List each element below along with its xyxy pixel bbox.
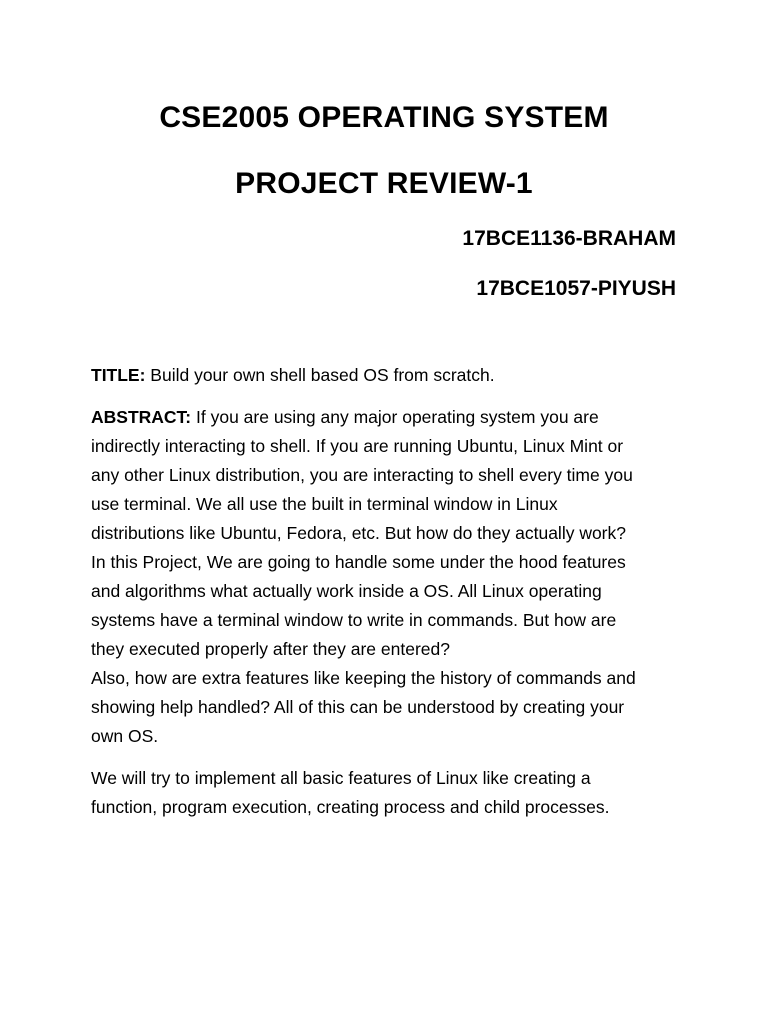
title-paragraph: [91, 361, 691, 390]
abstract-line: own OS.: [91, 726, 159, 746]
abstract-first-line-text: If you are using any major operating system you are: [191, 407, 599, 427]
goal-paragraph: [91, 764, 691, 822]
abstract-line: any other Linux distribution, you are interacting to shell every time you: [91, 465, 633, 485]
abstract-line: indirectly interacting to shell. If you are running Ubuntu, Linux Mint or: [91, 436, 624, 456]
title-text: Build your own shell based OS from scratch.: [145, 365, 495, 385]
abstract-line: distributions like Ubuntu, Fedora, etc. But how do they actually work?: [91, 523, 626, 543]
author-1: 17BCE1136-BRAHAM: [462, 227, 676, 250]
abstract-line: Also, how are extra features like keeping the history of commands and: [91, 668, 636, 688]
document-title-line-1: CSE2005 OPERATING SYSTEM: [159, 101, 609, 134]
abstract-line: they executed properly after they are entered?: [91, 639, 450, 659]
abstract-line: In this Project, We are going to handle some under the hood features: [91, 552, 626, 572]
title-label: TITLE:: [91, 365, 146, 385]
author-2: 17BCE1057-PIYUSH: [476, 277, 676, 300]
abstract-label: ABSTRACT:: [91, 407, 192, 427]
abstract-paragraph: [91, 403, 691, 751]
abstract-line: showing help handled? All of this can be understood by creating your: [91, 697, 625, 717]
abstract-line: [91, 403, 691, 432]
abstract-line: systems have a terminal window to write in commands. But how are: [91, 610, 617, 630]
goal-line: We will try to implement all basic features of Linux like creating a: [91, 768, 591, 788]
document-title-line-2: PROJECT REVIEW-1: [235, 167, 533, 200]
abstract-line: use terminal. We all use the built in terminal window in Linux: [91, 494, 558, 514]
abstract-line: and algorithms what actually work inside a OS. All Linux operating: [91, 581, 602, 601]
goal-line: function, program execution, creating process and child processes.: [91, 797, 610, 817]
